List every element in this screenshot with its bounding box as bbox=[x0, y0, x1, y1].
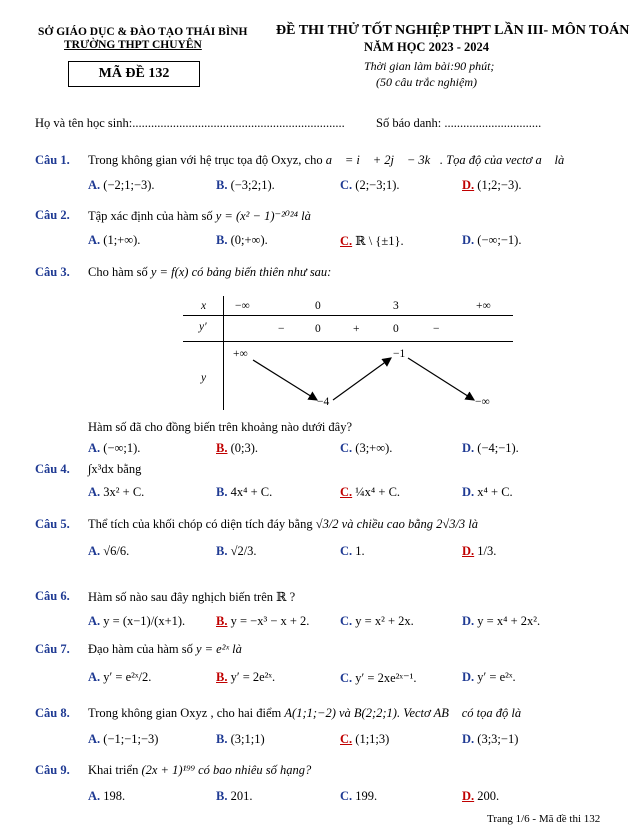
answer-option[interactable] bbox=[88, 670, 151, 685]
option-value: (1;2;−3). bbox=[477, 178, 522, 192]
answer-option[interactable] bbox=[340, 732, 389, 747]
yprime-value: 0 bbox=[315, 323, 321, 335]
option-key: A. bbox=[88, 485, 101, 499]
option-key: B. bbox=[216, 789, 228, 803]
question-math: y = e²ˣ là bbox=[195, 642, 242, 656]
option-key: C. bbox=[340, 614, 353, 628]
option-value: √6/6. bbox=[103, 544, 130, 558]
answer-option[interactable] bbox=[340, 441, 392, 456]
arrow-decreasing bbox=[253, 360, 317, 400]
question-label: Câu 5. bbox=[35, 517, 70, 531]
option-value: y = x⁴ + 2x². bbox=[477, 614, 541, 628]
x-value: 3 bbox=[393, 300, 399, 312]
option-key: B. bbox=[216, 485, 228, 499]
answer-option[interactable] bbox=[340, 485, 400, 500]
question-text: Trong không gian Oxyz , cho hai điểm bbox=[88, 706, 282, 720]
x-label: x bbox=[201, 300, 207, 312]
option-value: y = (x−1)/(x+1). bbox=[103, 614, 186, 628]
answer-option[interactable] bbox=[216, 670, 275, 685]
answer-option[interactable] bbox=[216, 485, 272, 500]
question-stem bbox=[88, 642, 242, 657]
school-year: NĂM HỌC 2023 - 2024 bbox=[364, 40, 489, 54]
option-value: (−1;−1;−3) bbox=[103, 732, 159, 746]
option-value: y′ = 2e²ˣ. bbox=[230, 670, 276, 684]
option-value: (2;−3;1). bbox=[355, 178, 400, 192]
option-value: 1/3. bbox=[477, 544, 497, 558]
x-value: +∞ bbox=[476, 300, 491, 312]
option-value: (−2;1;−3). bbox=[103, 178, 155, 192]
yprime-sign: − bbox=[433, 323, 440, 335]
option-key: D. bbox=[462, 233, 475, 247]
question-math: y = (x² − 1)⁻²⁰²⁴ là bbox=[215, 209, 311, 223]
option-key: D. bbox=[462, 441, 475, 455]
question-text: Thể tích của khối chóp có diện tích đáy bằng bbox=[88, 517, 313, 531]
option-key: A. bbox=[88, 441, 101, 455]
question-followup: Hàm số đã cho đồng biến trên khoảng nào dưới đây? bbox=[88, 420, 353, 434]
option-value: 201. bbox=[230, 789, 253, 803]
question-count: (50 câu trắc nghiệm) bbox=[376, 75, 477, 89]
exam-code-box bbox=[68, 61, 200, 87]
option-value: (3;1;1) bbox=[230, 732, 265, 746]
question-label: Câu 1. bbox=[35, 153, 70, 167]
answer-option[interactable] bbox=[462, 544, 496, 559]
correct-option-key: C. bbox=[340, 732, 353, 746]
variation-arrows bbox=[183, 296, 513, 410]
option-key: D. bbox=[462, 732, 475, 746]
option-value: (−∞;−1). bbox=[477, 233, 522, 247]
question-stem bbox=[88, 153, 564, 168]
question-math: A(1;1;−2) và B(2;2;1). Vectơ AB⃗ có tọa độ là bbox=[284, 706, 522, 720]
question-stem bbox=[88, 462, 141, 477]
yprime-sign: − bbox=[278, 323, 285, 335]
question-label: Câu 6. bbox=[35, 589, 70, 603]
question-label: Câu 2. bbox=[35, 208, 70, 222]
answer-option[interactable] bbox=[462, 441, 519, 456]
answer-option[interactable] bbox=[462, 178, 521, 193]
answer-option[interactable] bbox=[88, 233, 140, 248]
option-value: (−∞;1). bbox=[103, 441, 141, 455]
option-value: x⁴ + C. bbox=[477, 485, 513, 499]
option-key: A. bbox=[88, 789, 101, 803]
question-stem bbox=[88, 265, 331, 280]
question-label: Câu 4. bbox=[35, 462, 70, 476]
school-name: TRƯỜNG THPT CHUYÊN bbox=[64, 39, 202, 51]
answer-option[interactable] bbox=[462, 614, 540, 629]
department-name: SỞ GIÁO DỤC & ĐÀO TẠO THÁI BÌNH bbox=[38, 26, 248, 38]
option-key: D. bbox=[462, 670, 475, 684]
option-value: ¼x⁴ + C. bbox=[355, 485, 401, 499]
yprime-label: y′ bbox=[199, 321, 207, 333]
question-text: Hàm số nào sau đây nghịch biến trên ℝ ? bbox=[88, 590, 296, 604]
y-value: −∞ bbox=[475, 396, 490, 408]
answer-option[interactable] bbox=[340, 789, 377, 804]
option-value: 200. bbox=[477, 789, 500, 803]
variation-table bbox=[183, 296, 513, 410]
x-value: −∞ bbox=[235, 300, 250, 312]
option-value: 4x⁴ + C. bbox=[230, 485, 273, 499]
question-stem bbox=[88, 763, 311, 778]
option-value: 198. bbox=[103, 789, 126, 803]
answer-option[interactable] bbox=[88, 732, 158, 747]
correct-option-key: C. bbox=[340, 234, 353, 248]
correct-option-key: B. bbox=[216, 670, 228, 684]
y-value: +∞ bbox=[233, 348, 248, 360]
correct-option-key: B. bbox=[216, 614, 228, 628]
answer-option[interactable] bbox=[216, 614, 309, 629]
correct-option-key: C. bbox=[340, 485, 353, 499]
option-key: B. bbox=[216, 233, 228, 247]
option-value: y′ = e²ˣ. bbox=[477, 670, 516, 684]
option-value: 1. bbox=[355, 544, 365, 558]
option-value: (−3;2;1). bbox=[230, 178, 275, 192]
answer-option[interactable] bbox=[462, 670, 516, 685]
answer-option[interactable] bbox=[216, 233, 268, 248]
option-key: D. bbox=[462, 614, 475, 628]
answer-option[interactable] bbox=[88, 178, 155, 193]
option-value: y = −x³ − x + 2. bbox=[230, 614, 310, 628]
question-text: Đạo hàm của hàm số bbox=[88, 642, 193, 656]
option-value: 199. bbox=[355, 789, 378, 803]
option-key: C. bbox=[340, 789, 353, 803]
option-value: y = x² + 2x. bbox=[355, 614, 414, 628]
student-id-line bbox=[376, 116, 541, 131]
option-value: 3x² + C. bbox=[103, 485, 145, 499]
question-label: Câu 3. bbox=[35, 265, 70, 279]
option-value: y′ = 2xe²ˣ⁻¹. bbox=[355, 671, 417, 685]
exam-code: MÃ ĐỀ 132 bbox=[98, 66, 170, 81]
answer-option[interactable] bbox=[340, 233, 404, 249]
yprime-sign: + bbox=[353, 323, 360, 335]
question-label: Câu 8. bbox=[35, 706, 70, 720]
question-stem bbox=[88, 589, 295, 605]
question-text: Khai triển bbox=[88, 763, 139, 777]
answer-option[interactable] bbox=[340, 178, 399, 193]
question-stem bbox=[88, 208, 311, 224]
answer-option[interactable] bbox=[462, 485, 513, 500]
question-math: y = f(x) có bảng biến thiên như sau: bbox=[150, 265, 332, 279]
option-value: √2/3. bbox=[230, 544, 257, 558]
option-key: D. bbox=[462, 485, 475, 499]
answer-option[interactable] bbox=[216, 789, 252, 804]
question-text: Trong không gian với hệ trục tọa độ Oxyz, cho bbox=[88, 153, 323, 167]
question-math: √3/2 và chiều cao bằng 2√3/3 là bbox=[315, 517, 479, 531]
correct-option-key: D. bbox=[462, 544, 475, 558]
option-key: A. bbox=[88, 614, 101, 628]
question-text: Cho hàm số bbox=[88, 265, 148, 279]
correct-option-key: D. bbox=[462, 178, 475, 192]
option-value: (1;1;3) bbox=[355, 732, 390, 746]
x-value: 0 bbox=[315, 300, 321, 312]
option-value: (3;3;−1) bbox=[477, 732, 519, 746]
question-label: Câu 9. bbox=[35, 763, 70, 777]
page-footer: Trang 1/6 - Mã đề thi 132 bbox=[487, 813, 601, 825]
option-key: C. bbox=[340, 441, 353, 455]
option-key: B. bbox=[216, 732, 228, 746]
option-key: B. bbox=[216, 544, 228, 558]
student-info-line bbox=[35, 116, 345, 131]
exam-title: ĐỀ THI THỬ TỐT NGHIỆP THPT LẦN III- MÔN TOÁN bbox=[276, 23, 630, 38]
answer-option[interactable] bbox=[462, 732, 518, 747]
question-text: ∫x³dx bằng bbox=[88, 462, 142, 476]
option-key: A. bbox=[88, 233, 101, 247]
answer-option[interactable] bbox=[340, 670, 416, 686]
question-math: a⃗ = i⃗ + 2j⃗ − 3k⃗. Tọa độ của vectơ a⃗ là bbox=[325, 153, 565, 167]
answer-option[interactable] bbox=[216, 441, 258, 456]
question-text: Tập xác định của hàm số bbox=[88, 209, 213, 223]
answer-option[interactable] bbox=[462, 789, 499, 804]
option-key: C. bbox=[340, 671, 353, 685]
arrow-decreasing bbox=[408, 358, 474, 400]
option-key: B. bbox=[216, 178, 228, 192]
answer-option[interactable] bbox=[88, 789, 125, 804]
student-name-label: Họ và tên học sinh: bbox=[35, 116, 133, 130]
option-value: (3;+∞). bbox=[355, 441, 393, 455]
answer-option[interactable] bbox=[462, 233, 521, 248]
answer-option[interactable] bbox=[340, 544, 365, 559]
option-key: A. bbox=[88, 544, 101, 558]
option-key: C. bbox=[340, 544, 353, 558]
option-key: C. bbox=[340, 178, 353, 192]
student-id-label: Số báo danh: bbox=[376, 116, 442, 130]
question-stem bbox=[88, 517, 478, 532]
option-value: y′ = e²ˣ/2. bbox=[103, 670, 152, 684]
answer-option[interactable] bbox=[88, 441, 140, 456]
answer-option[interactable] bbox=[88, 544, 129, 559]
y-value: −1 bbox=[393, 348, 406, 360]
option-key: A. bbox=[88, 732, 101, 746]
question-stem bbox=[88, 706, 521, 721]
y-value: −4 bbox=[317, 396, 330, 408]
exam-duration: Thời gian làm bài:90 phút; bbox=[364, 59, 495, 73]
yprime-value: 0 bbox=[393, 323, 399, 335]
answer-option[interactable] bbox=[216, 178, 275, 193]
answer-option[interactable] bbox=[88, 485, 144, 500]
option-value: (1;+∞). bbox=[103, 233, 141, 247]
answer-option[interactable] bbox=[340, 614, 414, 629]
student-id-field[interactable]: ............................... bbox=[444, 116, 542, 130]
arrow-increasing bbox=[333, 358, 391, 400]
answer-option[interactable] bbox=[216, 732, 265, 747]
answer-option[interactable] bbox=[216, 544, 257, 559]
answer-option[interactable] bbox=[88, 614, 185, 629]
question-label: Câu 7. bbox=[35, 642, 70, 656]
correct-option-key: D. bbox=[462, 789, 475, 803]
option-key: A. bbox=[88, 178, 101, 192]
correct-option-key: B. bbox=[216, 441, 228, 455]
option-value: (0;+∞). bbox=[230, 233, 268, 247]
student-name-field[interactable]: .................................................................... bbox=[132, 116, 345, 130]
option-value: ℝ \ {±1}. bbox=[355, 234, 404, 248]
y-label: y bbox=[201, 372, 207, 384]
question-math: (2x + 1)¹⁹⁹ có bao nhiêu số hạng? bbox=[141, 763, 312, 777]
option-value: (0;3). bbox=[230, 441, 259, 455]
option-value: (−4;−1). bbox=[477, 441, 519, 455]
option-key: A. bbox=[88, 670, 101, 684]
